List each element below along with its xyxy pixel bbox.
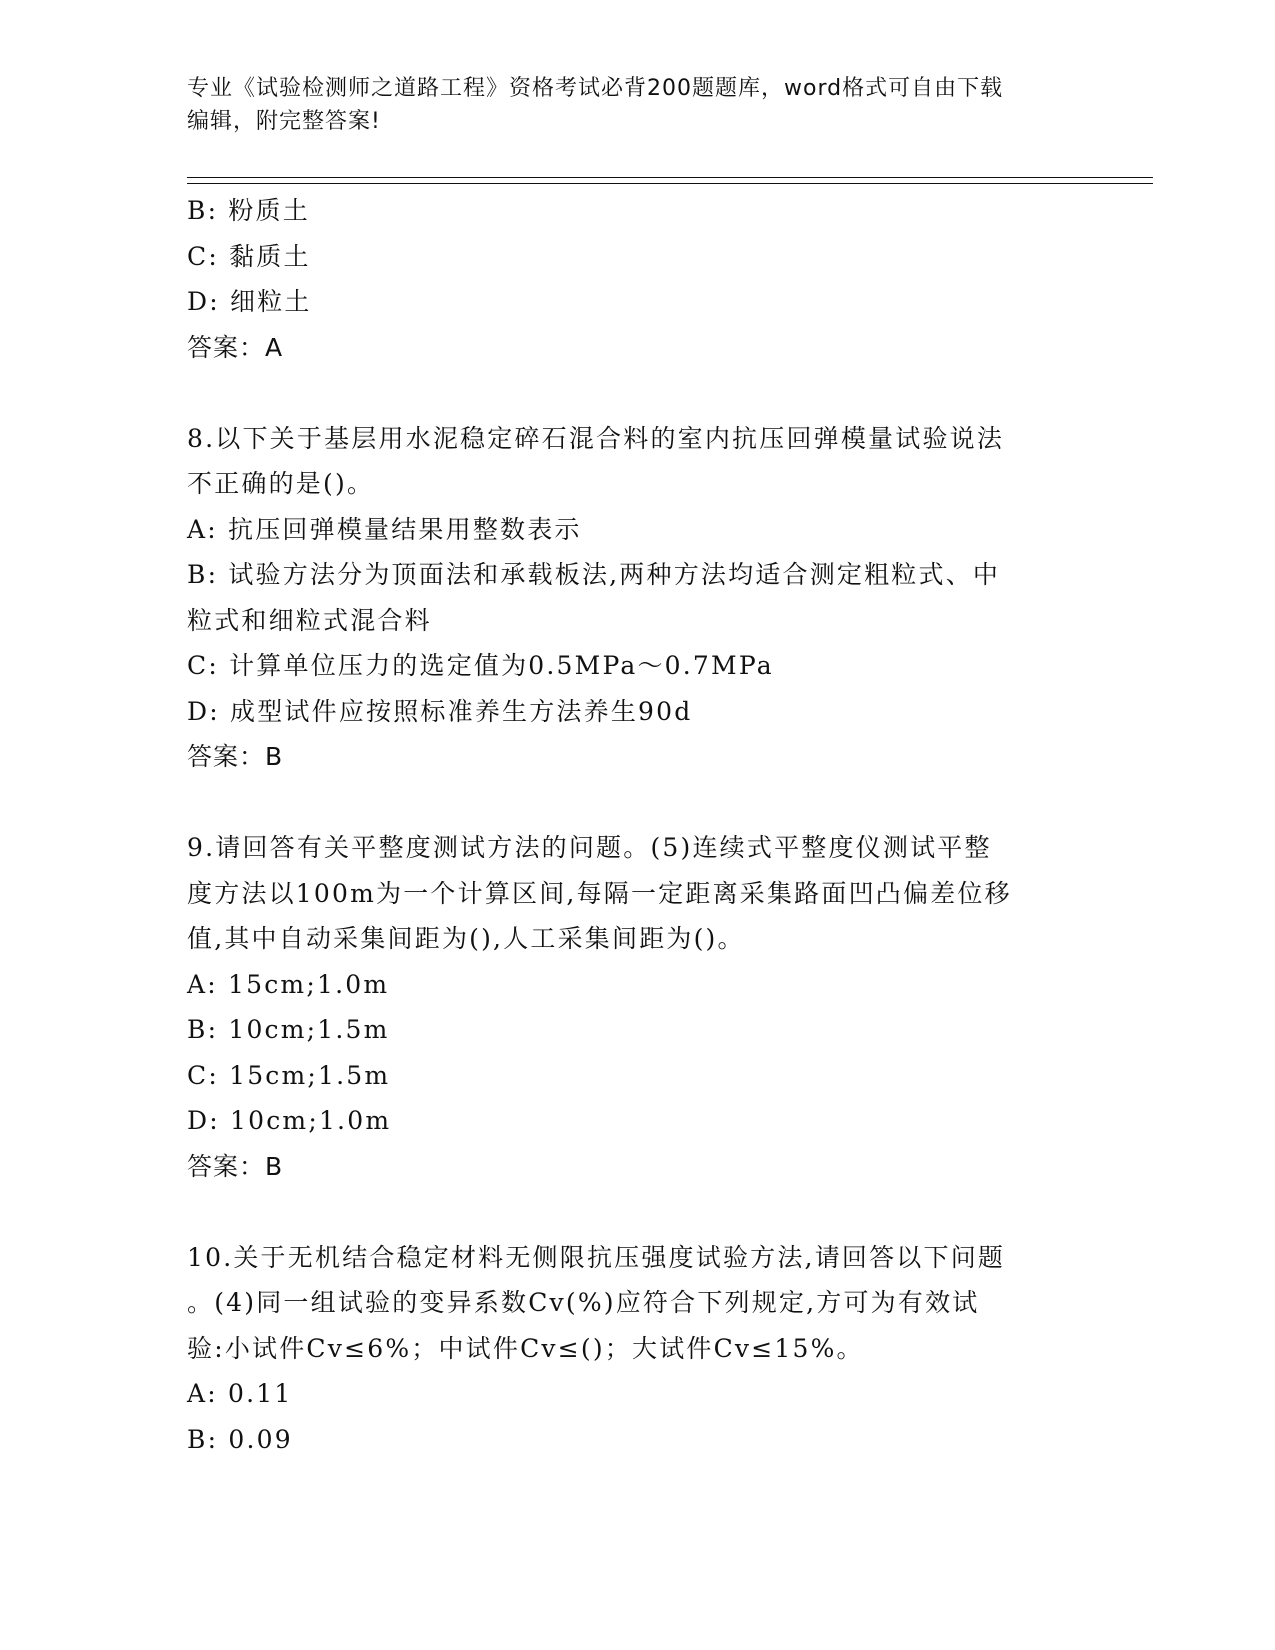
- answer-label: 答案：B: [187, 742, 284, 771]
- option-c: C: 15cm;1.5m: [187, 1060, 391, 1090]
- answer-label: 答案：B: [187, 1151, 284, 1181]
- question-stem-continued: 。(4)同一组试验的变异系数Cv(%)应符合下列规定,方可为有效试: [187, 1288, 980, 1317]
- option-b: B: 试验方法分为顶面法和承载板法,两种方法均适合测定粗粒式、中: [187, 560, 1001, 589]
- answer-label: 答案：A: [187, 332, 284, 362]
- question-stem-continued: 值,其中自动采集间距为(),人工采集间距为()。: [187, 924, 745, 953]
- option-c: C: 黏质土: [187, 241, 311, 271]
- document-header: [187, 72, 1087, 138]
- option-b: B: 粉质土: [187, 196, 310, 225]
- question-9: [187, 825, 1087, 1189]
- document-body: [187, 188, 1087, 1462]
- question-stem-continued: 验:小试件Cv≤6%；中试件Cv≤()；大试件Cv≤15%。: [187, 1333, 864, 1363]
- option-b-continued: 粒式和细粒式混合料: [187, 605, 432, 635]
- option-d: D: 10cm;1.0m: [187, 1106, 392, 1135]
- spacer: [187, 370, 1087, 416]
- spacer: [187, 780, 1087, 826]
- option-d: D: 成型试件应按照标准养生方法养生90d: [187, 696, 693, 726]
- option-a: A: 0.11: [187, 1379, 293, 1408]
- question-10: [187, 1235, 1087, 1463]
- option-c: C: 计算单位压力的选定值为0.5MPa～0.7MPa: [187, 651, 774, 680]
- question-stem-continued: 不正确的是()。: [187, 469, 375, 498]
- header-title-line-1: 专业《试验检测师之道路工程》资格考试必背200题题库，word格式可自由下载: [187, 76, 1004, 101]
- question-8: [187, 416, 1087, 780]
- option-a: A: 15cm;1.0m: [187, 969, 390, 999]
- header-divider-bottom: [187, 183, 1153, 184]
- option-d: D: 细粒土: [187, 287, 312, 316]
- spacer: [187, 1189, 1087, 1235]
- question-7-tail: [187, 188, 1087, 370]
- option-b: B: 0.09: [187, 1424, 293, 1454]
- question-stem: 9.请回答有关平整度测试方法的问题。(5)连续式平整度仪测试平整: [187, 833, 992, 862]
- option-b: B: 10cm;1.5m: [187, 1015, 390, 1044]
- option-a: A: 抗压回弹模量结果用整数表示: [187, 514, 582, 544]
- question-stem: 10.关于无机结合稳定材料无侧限抗压强度试验方法,请回答以下问题: [187, 1242, 1006, 1272]
- question-stem-continued: 度方法以100m为一个计算区间,每隔一定距离采集路面凹凸偏差位移: [187, 878, 1012, 908]
- header-title-line-2: 编辑，附完整答案!: [187, 109, 381, 134]
- header-divider-top: [187, 177, 1153, 178]
- question-stem: 8.以下关于基层用水泥稳定碎石混合料的室内抗压回弹模量试验说法: [187, 423, 1005, 453]
